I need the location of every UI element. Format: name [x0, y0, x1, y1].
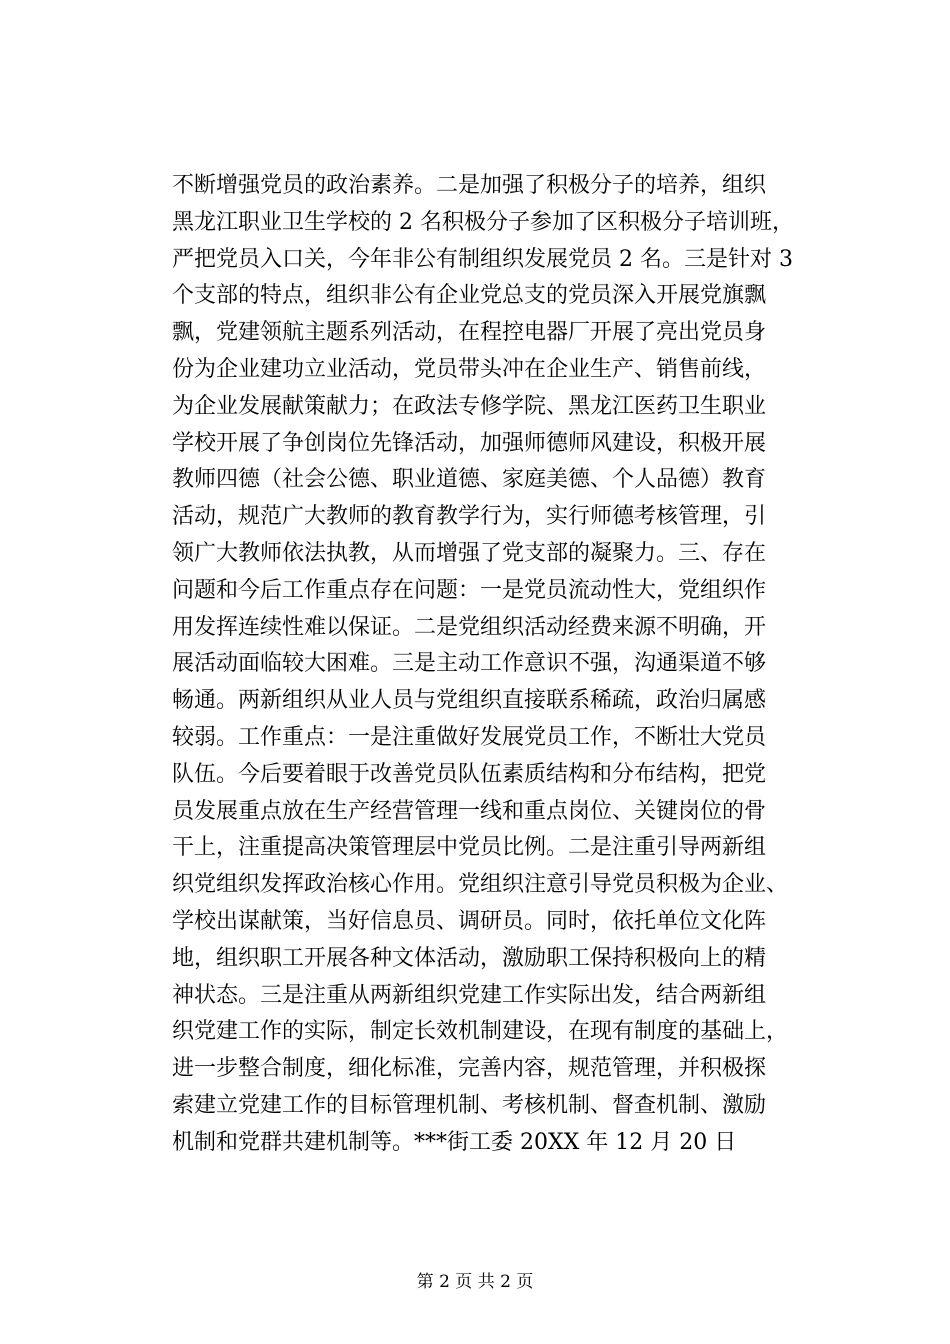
text-line: 不断增强党员的政治素养。二是加强了积极分子的培养，组织	[172, 173, 767, 198]
text-line: 教师四德（社会公德、职业道德、家庭美德、个人品德）教育	[172, 467, 767, 493]
text-line: 织党建工作的实际，制定长效机制建设，在现有制度的基础上，	[172, 1019, 789, 1045]
text-line: 严把党员入口关，今年非公有制组织发展党员 2 名。三是针对 3	[172, 246, 793, 272]
text-line: 机制和党群共建机制等。***街工委 20XX 年 12 月 20 日	[172, 1129, 737, 1155]
page-indicator: 第 2 页 共 2 页	[416, 1272, 534, 1292]
text-line: 干上，注重提高决策管理层中党员比例。二是注重引导两新组	[172, 835, 767, 861]
text-line: 领广大教师依法执教，从而增强了党支部的凝聚力。三、存在	[172, 540, 767, 566]
text-line: 黑龙江职业卫生学校的 2 名积极分子参加了区积极分子培训班，	[172, 209, 794, 235]
text-line: 个支部的特点，组织非公有企业党总支的党员深入开展党旗飘	[172, 283, 767, 309]
text-line: 学校出谋献策，当好信息员、调研员。同时，依托单位文化阵	[172, 908, 767, 934]
text-line: 展活动面临较大困难。三是主动工作意识不强，沟通渠道不够	[172, 651, 767, 677]
page-footer	[0, 1270, 950, 1294]
text-line: 队伍。今后要着眼于改善党员队伍素质结构和分布结构，把党	[172, 761, 767, 787]
text-line: 地，组织职工开展各种文体活动，激励职工保持积极向上的精	[172, 945, 767, 971]
text-line: 飘，党建领航主题系列活动，在程控电器厂开展了亮出党员身	[172, 320, 767, 346]
text-line: 问题和今后工作重点存在问题：一是党员流动性大，党组织作	[172, 577, 767, 603]
text-line: 份为企业建功立业活动，党员带头冲在企业生产、销售前线，	[172, 356, 767, 382]
text-line: 用发挥连续性难以保证。二是党组织活动经费来源不明确，开	[172, 614, 767, 640]
body-text	[172, 168, 812, 1162]
text-line: 织党组织发挥政治核心作用。党组织注意引导党员积极为企业、	[172, 872, 789, 898]
text-line: 畅通。两新组织从业人员与党组织直接联系稀疏，政治归属感	[172, 688, 767, 714]
text-line: 活动，规范广大教师的教育教学行为，实行师德考核管理，引	[172, 504, 767, 530]
text-line: 员发展重点放在生产经营管理一线和重点岗位、关键岗位的骨	[172, 798, 767, 824]
text-line: 学校开展了争创岗位先锋活动，加强师德师风建设，积极开展	[172, 430, 767, 456]
text-line: 为企业发展献策献力；在政法专修学院、黑龙江医药卫生职业	[172, 393, 767, 419]
text-line: 较弱。工作重点：一是注重做好发展党员工作，不断壮大党员	[172, 724, 767, 750]
text-line: 进一步整合制度，细化标准，完善内容，规范管理，并积极探	[172, 1056, 767, 1082]
text-line: 索建立党建工作的目标管理机制、考核机制、督查机制、激励	[172, 1092, 767, 1118]
text-line: 神状态。三是注重从两新组织党建工作实际出发，结合两新组	[172, 982, 767, 1008]
